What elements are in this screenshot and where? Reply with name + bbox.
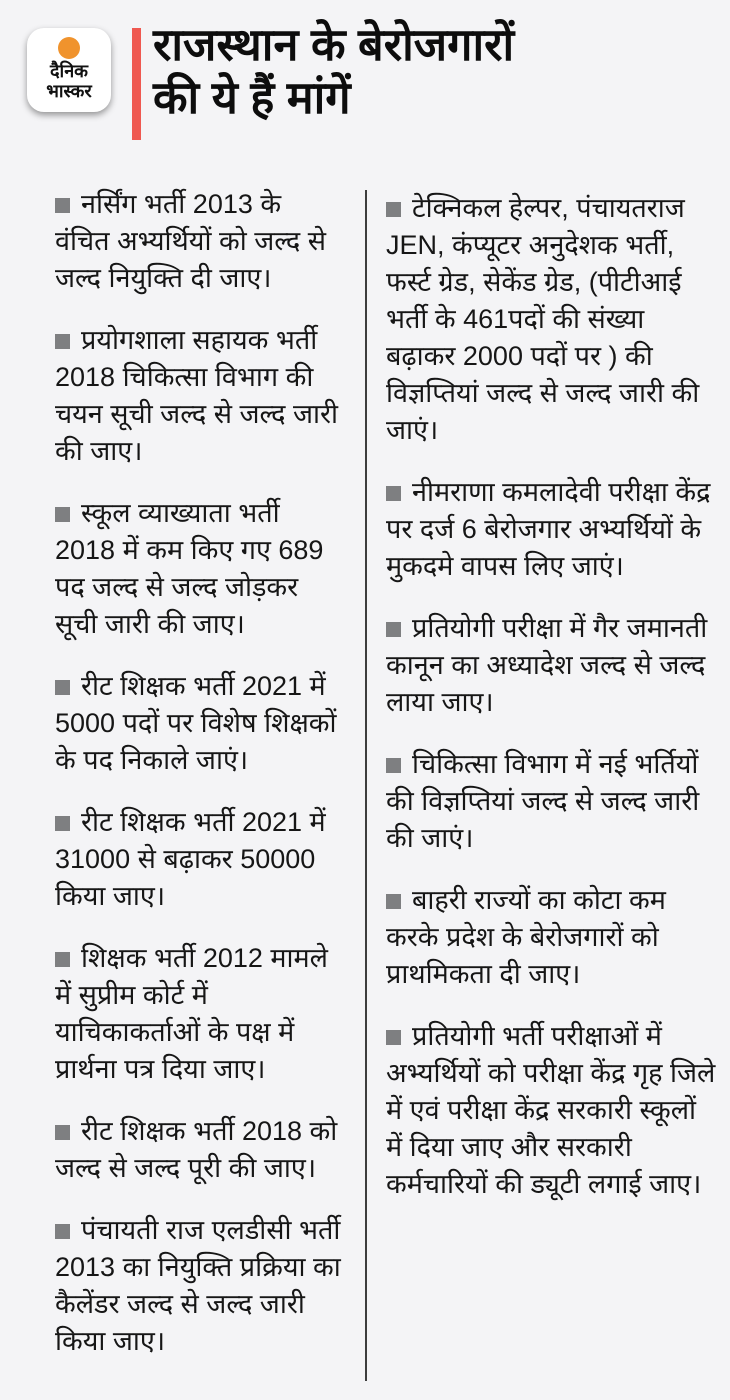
- list-item: [55, 186, 343, 297]
- bullet-square-icon: [55, 334, 70, 349]
- list-item: [55, 495, 343, 643]
- demands-column-right: [367, 178, 730, 1385]
- list-item: [386, 474, 716, 585]
- demand-text: पंचायती राज एलडीसी भर्ती 2013 का नियुक्ति प्रक्रिया का कैलेंडर जल्द से जल्द जारी किया जाए।: [55, 1215, 341, 1356]
- logo-text-line2: भास्कर: [46, 81, 92, 101]
- bullet-square-icon: [386, 622, 401, 637]
- demands-column-left: [0, 178, 365, 1385]
- demand-text: बाहरी राज्यों का कोटा कम करके प्रदेश के बेरोजगारों को प्राथमिकता दी जाए।: [386, 885, 666, 989]
- bullet-square-icon: [55, 198, 70, 213]
- demand-text: चिकित्सा विभाग में नई भर्तियों की विज्ञप्तियां जल्द से जल्द जारी की जाएं।: [386, 749, 700, 853]
- page-title: [153, 18, 514, 124]
- demand-text: रीट शिक्षक भर्ती 2021 में 31000 से बढ़ाकर 50000 किया जाए।: [55, 807, 326, 911]
- demand-text: प्रयोगशाला सहायक भर्ती 2018 चिकित्सा विभाग की चयन सूची जल्द से जल्द जारी की जाए।: [55, 325, 339, 466]
- bullet-square-icon: [55, 952, 70, 967]
- list-item: [386, 882, 716, 993]
- sun-dot-icon: [58, 37, 80, 59]
- demand-text: रीट शिक्षक भर्ती 2021 में 5000 पदों पर विशेष शिक्षकों के पद निकाले जाएं।: [55, 671, 337, 775]
- bullet-square-icon: [386, 1030, 401, 1045]
- demand-text: प्रतियोगी परीक्षा में गैर जमानती कानून का अध्यादेश जल्द से जल्द लाया जाए।: [386, 613, 708, 717]
- list-item: [386, 1018, 716, 1203]
- demands-list: [0, 178, 730, 1385]
- demand-text: स्कूल व्याख्याता भर्ती 2018 में कम किए गए 689 पद जल्द से जल्द जोड़कर सूची जारी की जाए।: [55, 498, 324, 639]
- logo-text-line1: दैनिक: [49, 61, 89, 81]
- list-item: [386, 190, 716, 449]
- bullet-square-icon: [386, 486, 401, 501]
- list-item: [386, 746, 716, 857]
- list-item: [386, 610, 716, 721]
- demand-text: प्रतियोगी भर्ती परीक्षाओं में अभ्यर्थियों को परीक्षा केंद्र गृह जिले में एवं परीक्षा केंद्र सरकारी स्कूलों में दिया जाए और सरकारी कर्मचारियों की ड्यूटी लगाई जाए।: [386, 1021, 716, 1199]
- bullet-square-icon: [55, 507, 70, 522]
- list-item: [55, 804, 343, 915]
- bullet-square-icon: [55, 816, 70, 831]
- list-item: [55, 940, 343, 1088]
- bullet-square-icon: [55, 680, 70, 695]
- bullet-square-icon: [386, 202, 401, 217]
- demand-text: रीट शिक्षक भर्ती 2018 को जल्द से जल्द पूरी की जाए।: [55, 1116, 338, 1183]
- list-item: [55, 1212, 343, 1360]
- demand-text: नीमराणा कमलादेवी परीक्षा केंद्र पर दर्ज 6 बेरोजगार अभ्यर्थियों के मुकदमे वापस लिए जाएं।: [386, 477, 711, 581]
- demand-text: नर्सिंग भर्ती 2013 के वंचित अभ्यर्थियों को जल्द से जल्द नियुक्ति दी जाए।: [55, 189, 326, 293]
- bullet-square-icon: [386, 758, 401, 773]
- bullet-square-icon: [386, 894, 401, 909]
- dainik-bhaskar-logo: [27, 28, 111, 112]
- list-item: [55, 668, 343, 779]
- list-item: [55, 1113, 343, 1187]
- title-accent-bar: [132, 28, 141, 140]
- list-item: [55, 322, 343, 470]
- demand-text: टेक्निकल हेल्पर, पंचायतराज JEN, कंप्यूटर अनुदेशक भर्ती, फर्स्ट ग्रेड, सेकेंड ग्रेड, (पीटीआई भर्ती के 461पदों की संख्या बढ़ाकर 2000 पदों पर ) की विज्ञप्तियां जल्द से जल्द जारी की जाएं।: [386, 193, 700, 445]
- header: [0, 0, 730, 168]
- page-title-line1: राजस्थान के बेरोजगारों: [153, 19, 515, 70]
- bullet-square-icon: [55, 1125, 70, 1140]
- page-title-line2: की ये हैं मांगें: [153, 72, 351, 123]
- demand-text: शिक्षक भर्ती 2012 मामले में सुप्रीम कोर्ट में याचिकाकर्ताओं के पक्ष में प्रार्थना पत्र दिया जाए।: [55, 943, 328, 1084]
- bullet-square-icon: [55, 1224, 70, 1239]
